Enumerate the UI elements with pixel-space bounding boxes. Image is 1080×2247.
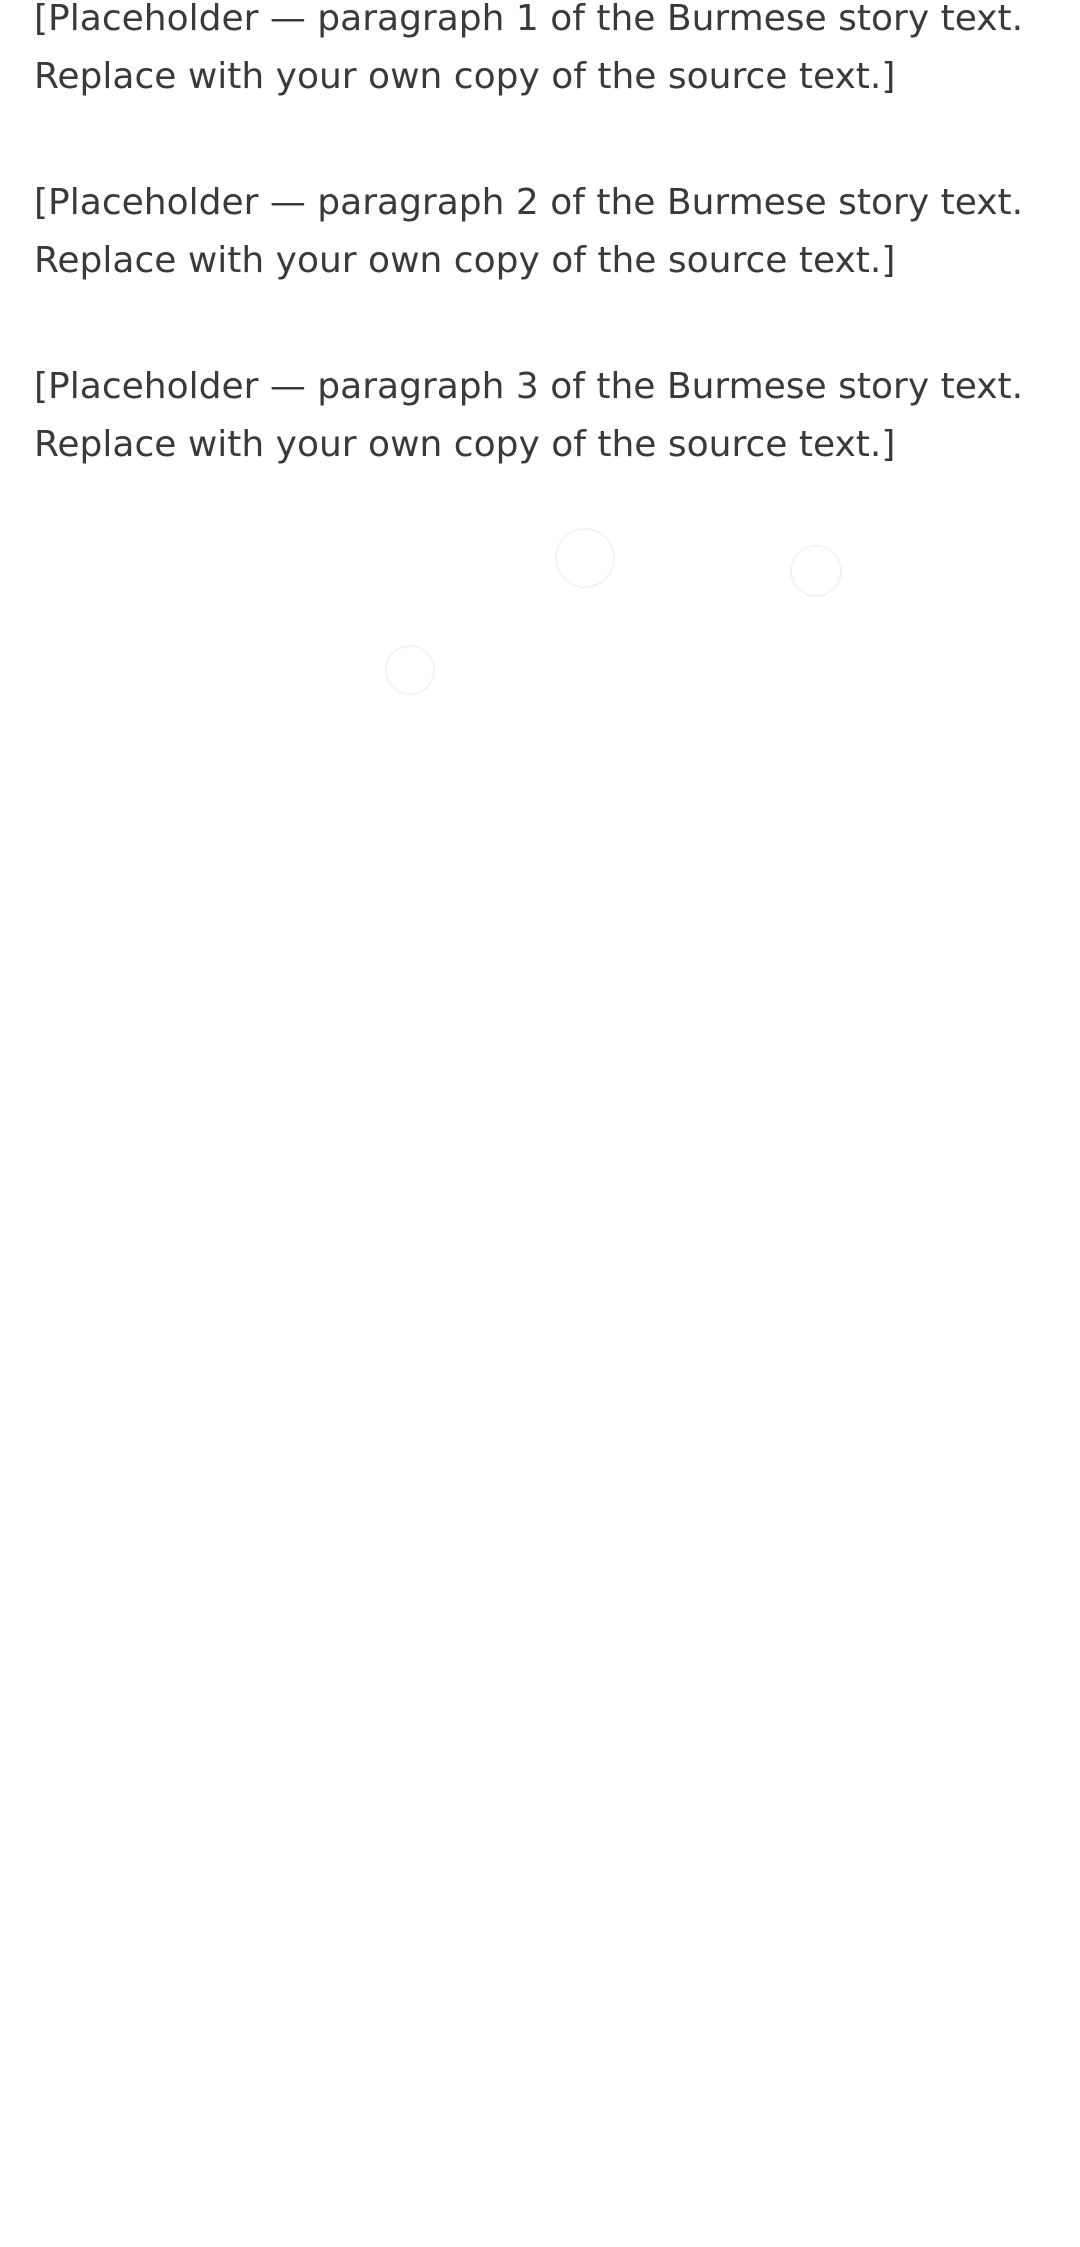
story-paragraph: [Placeholder — paragraph 1 of the Burmese story text. Replace with your own copy of the source text.] bbox=[34, 0, 1035, 97]
story-paragraph: [Placeholder — paragraph 2 of the Burmese story text. Replace with your own copy of the source text.] bbox=[34, 182, 1035, 281]
story-paragraph: [Placeholder — paragraph 3 of the Burmese story text. Replace with your own copy of the source text.] bbox=[34, 366, 1035, 465]
